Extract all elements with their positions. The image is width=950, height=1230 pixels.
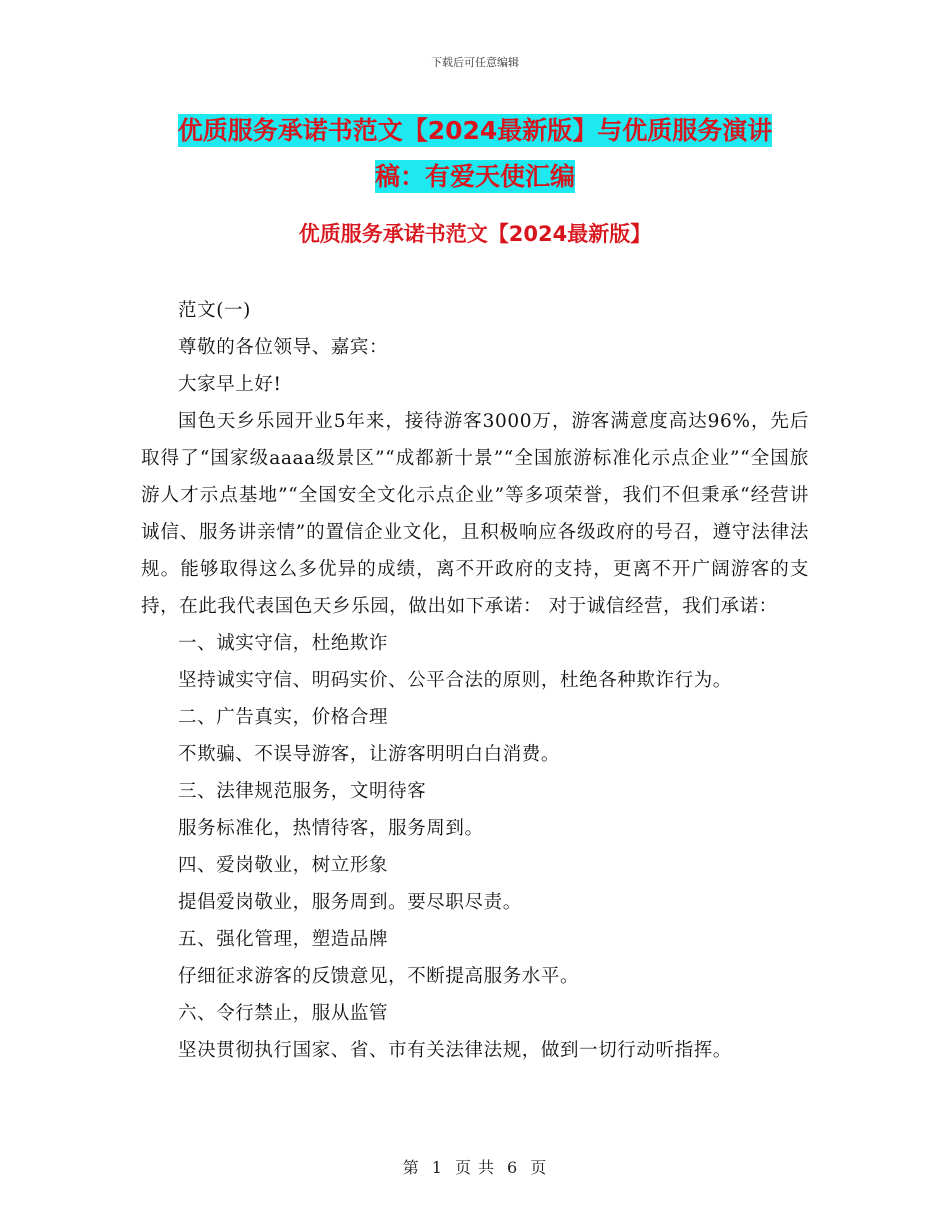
commitment-heading-6: 六、令行禁止，服从监管 [178, 1003, 389, 1024]
footer-suffix: 页 [530, 1158, 548, 1177]
footer-middle: 页 共 [454, 1158, 496, 1177]
page-total: 6 [507, 1158, 519, 1177]
header-note: 下载后可任意编辑 [431, 56, 519, 69]
document-title [140, 108, 810, 200]
commitment-text-2: 不欺骗、不误导游客，让游客明明白白消费。 [178, 744, 561, 765]
main-paragraph: 国色天乡乐园开业5年来，接待游客3000万，游客满意度高达96%，先后取得了“国家级aaaa级景区”“成都新十景”“全国旅游标准化示点企业”“全国旅游人才示点基地”“全国安全文化示点企业”等多项荣誉，我们不但秉承“经营讲诚信、服务讲亲情”的置信企业文化，且积极响应各级政府的号召，遵守法律法规。能够取得这么多优异的成绩，离不开政府的支持，更离不开广阔游客的支持，在此我代表国色天乡乐园，做出如下承诺： 对于诚信经营，我们承诺： [141, 411, 809, 617]
section-title: 优质服务承诺书范文【2024最新版】 [298, 222, 652, 246]
commitment-heading-5: 五、强化管理，塑造品牌 [178, 929, 389, 950]
commitment-text-6: 坚决贯彻执行国家、省、市有关法律法规，做到一切行动听指挥。 [178, 1040, 732, 1061]
commitment-heading-1: 一、诚实守信，杜绝欺诈 [178, 633, 389, 654]
commitment-heading-4: 四、爱岗敬业，树立形象 [178, 855, 389, 876]
commitment-text-3: 服务标准化，热情待客，服务周到。 [178, 818, 484, 839]
salutation: 尊敬的各位领导、嘉宾： [178, 337, 389, 358]
document-body [141, 292, 809, 1069]
title-line-2: 稿：有爱天使汇编 [374, 162, 575, 191]
footer-prefix: 第 [402, 1158, 420, 1177]
title-line-1: 优质服务承诺书范文【2024最新版】与优质服务演讲 [177, 116, 773, 145]
commitment-text-1: 坚持诚实守信、明码实价、公平合法的原则，杜绝各种欺诈行为。 [178, 670, 732, 691]
greeting: 大家早上好! [178, 374, 282, 395]
page-footer [0, 1155, 950, 1178]
commitment-heading-2: 二、广告真实，价格合理 [178, 707, 389, 728]
commitment-text-4: 提倡爱岗敬业，服务周到。要尽职尽责。 [178, 892, 522, 913]
page-number: 1 [431, 1158, 443, 1177]
paragraph-label: 范文(一) [178, 300, 251, 321]
commitment-heading-3: 三、法律规范服务，文明待客 [178, 781, 427, 802]
commitment-text-5: 仔细征求游客的反馈意见，不断提高服务水平。 [178, 966, 580, 987]
